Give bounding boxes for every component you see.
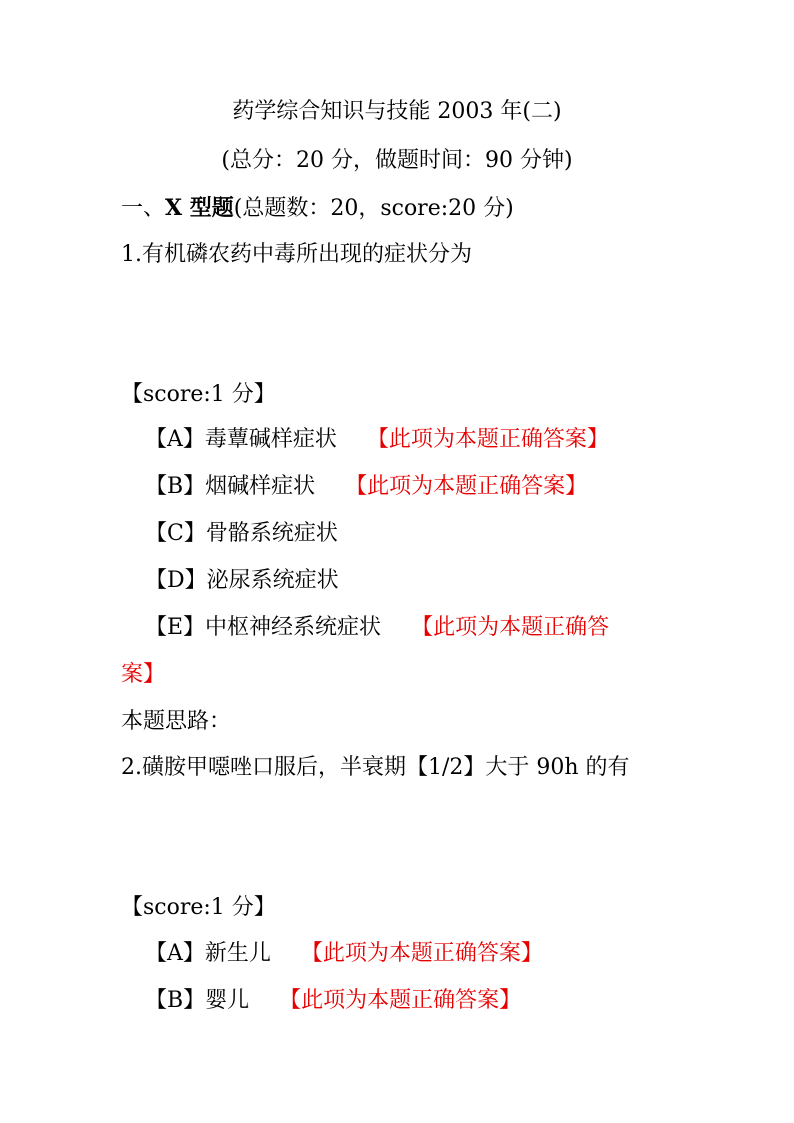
question-1-option-e <box>145 613 609 643</box>
option-label: 【C】骨骼系统症状 <box>145 521 338 546</box>
question-1-option-c <box>145 519 338 549</box>
correct-answer-marker-part1: 【此项为本题正确答 <box>411 615 610 640</box>
option-label: 【B】烟碱样症状 <box>145 474 316 499</box>
correct-answer-marker: 【此项为本题正确答案】 <box>345 474 588 499</box>
page-subtitle: (总分：20 分，做题时间：90 分钟) <box>221 148 573 173</box>
question-2-option-a <box>145 939 543 969</box>
section-prefix: 一、 <box>121 196 166 221</box>
page-title: 药学综合知识与技能 2003 年(二) <box>232 99 562 124</box>
section-type-label: X 型题 <box>165 195 234 221</box>
option-label: 【D】泌尿系统症状 <box>145 568 339 593</box>
correct-answer-marker: 【此项为本题正确答案】 <box>366 427 609 452</box>
question-1-analysis: 本题思路： <box>121 709 232 734</box>
question-2-option-b <box>145 986 521 1016</box>
option-label: 【A】毒蕈碱样症状 <box>145 427 337 452</box>
correct-answer-marker: 【此项为本题正确答案】 <box>279 988 522 1013</box>
question-2-score: 【score:1 分】 <box>121 895 276 920</box>
correct-answer-marker: 【此项为本题正确答案】 <box>300 941 543 966</box>
question-1-score: 【score:1 分】 <box>121 382 276 407</box>
question-1-option-d <box>145 566 339 596</box>
question-1-stem: 1.有机磷农药中毒所出现的症状分为 <box>121 242 472 267</box>
option-label: 【E】中枢神经系统症状 <box>145 615 382 640</box>
question-1-option-b <box>145 472 587 502</box>
correct-answer-marker-part2: 案】 <box>121 662 166 687</box>
question-2-stem: 2.磺胺甲噁唑口服后，半衰期【1/2】大于 90h 的有 <box>121 755 630 780</box>
section-info: (总题数：20，score:20 分) <box>233 196 514 221</box>
option-label: 【A】新生儿 <box>145 941 271 966</box>
question-1-option-a <box>145 425 609 455</box>
section-heading <box>121 193 514 224</box>
option-label: 【B】婴儿 <box>145 988 250 1013</box>
